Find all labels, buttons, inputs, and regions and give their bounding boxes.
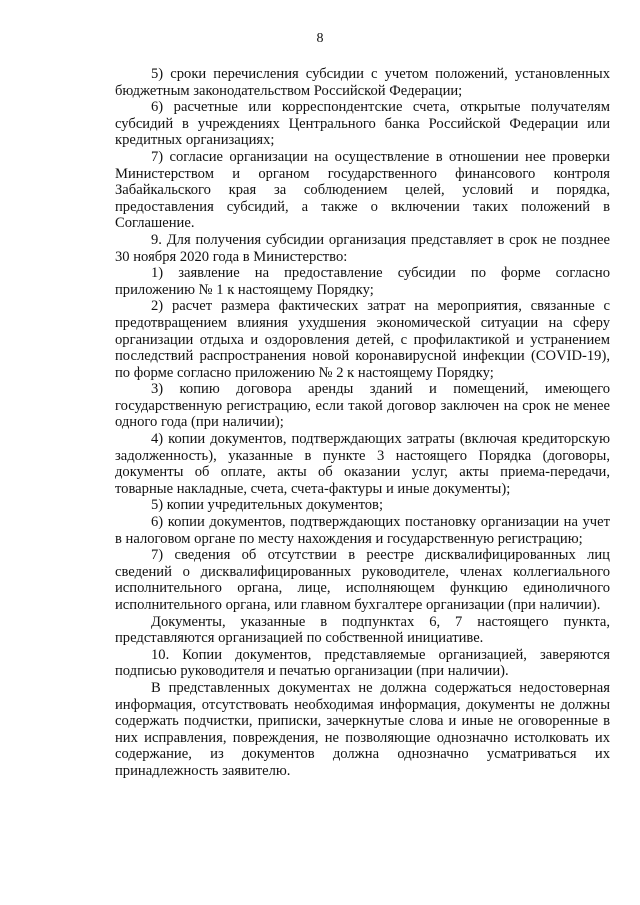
paragraph-item-3-lease-contract: 3) копию договора аренды зданий и помещений, имеющего государственную регистрацию, если такой договор заключен на срок не менее одного года (при наличии); bbox=[115, 381, 610, 431]
paragraph-section-9: 9. Для получения субсидии организация представляет в срок не позднее 30 ноября 2020 года в Министерство: bbox=[115, 231, 610, 265]
paragraph-document-requirements: В представленных документах не должна содержаться недостоверная информация, отсутствовать необходимая информация, документы не должны содержать подчистки, приписки, зачеркнутые слова и иные не оговоренные в них исправления, повреждения, не позволяющие однозначно истолковать их содержание, из документов должна однозначно усматриваться их принадлежность заявителю. bbox=[115, 679, 610, 779]
document-body bbox=[115, 66, 610, 780]
paragraph-item-5-charter-documents: 5) копии учредительных документов; bbox=[151, 497, 383, 514]
paragraph-inspection-consent: 7) согласие организации на осуществление в отношении нее проверки Министерством и органом государственного финансового контроля Забайкальского края за соблюдением целей, условий и порядка, предоставления субсидий, а также о включении таких положений в Соглашение. bbox=[115, 148, 610, 232]
paragraph-item-2-cost-calculation: 2) расчет размера фактических затрат на мероприятия, связанные с предотвращением влияния ухудшения экономической ситуации на сферу организации отдыха и оздоровления детей, с профилактикой и устранением последствий распространения новой коронавирусной инфекции (COVID-19), по форме согласно приложению № 2 к настоящему Порядку; bbox=[115, 298, 610, 381]
paragraph-subsidy-transfer-terms: 5) сроки перечисления субсидии с учетом положений, установленных бюджетным законодательством Российской Федерации; bbox=[115, 66, 610, 99]
paragraph-own-initiative: Документы, указанные в подпунктах 6, 7 настоящего пункта, представляются организацией по собственной инициативе. bbox=[115, 613, 610, 647]
paragraph-section-10: 10. Копии документов, представляемые организацией, заверяются подписью руководителя и печатью организации (при наличии). bbox=[115, 646, 610, 680]
paragraph-item-7-disqualified-persons: 7) сведения об отсутствии в реестре дисквалифицированных лиц сведений о дисквалифицированных руководителе, членах коллегиального исполнительного органа, лице, исполняющем функцию единоличного исполнительного органа, или главном бухгалтере организации (при наличии). bbox=[115, 547, 610, 613]
paragraph-bank-accounts: 6) расчетные или корреспондентские счета, открытые получателям субсидий в учреждениях Центрального банка Российской Федерации или кредитных организациях; bbox=[115, 99, 610, 149]
paragraph-item-6-tax-registration: 6) копии документов, подтверждающих постановку организации на учет в налоговом органе по месту нахождения и государственную регистрацию; bbox=[115, 514, 610, 547]
paragraph-item-1-application: 1) заявление на предоставление субсидии по форме согласно приложению № 1 к настоящему Порядку; bbox=[115, 265, 610, 298]
page-number: 8 bbox=[316, 31, 324, 46]
paragraph-item-4-cost-documents: 4) копии документов, подтверждающих затраты (включая кредиторскую задолженность), указанные в пункте 3 настоящего Порядка (договоры, документы об оплате, акты об оказании услуг, акты приема-передачи, товарные накладные, счета, счета-фактуры и иные документы); bbox=[115, 431, 610, 497]
